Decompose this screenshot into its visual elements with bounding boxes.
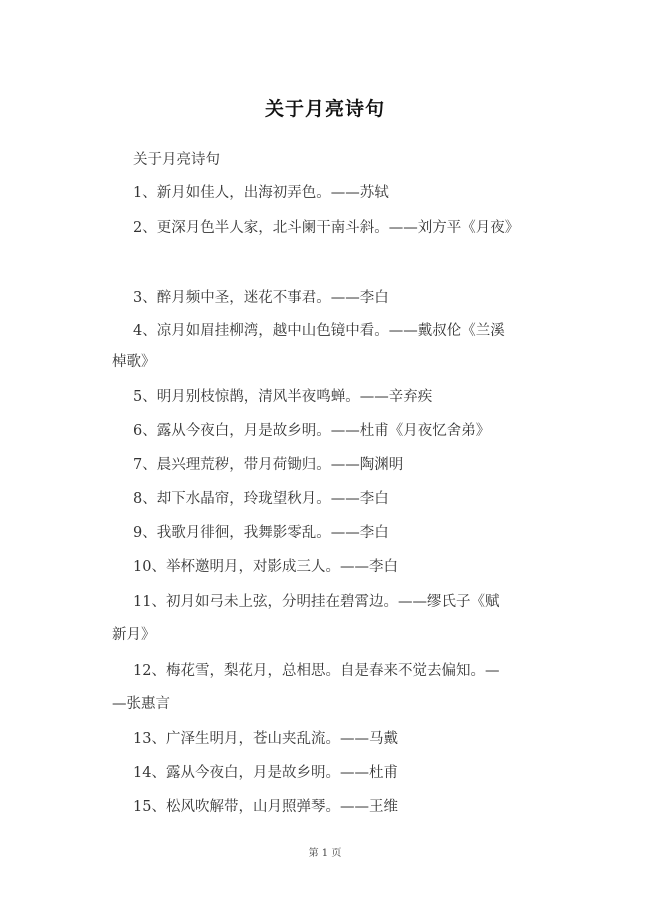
poem-line-3: 3、醉月频中圣，迷花不事君。——李白 [133,290,389,306]
poem-line-14: 14、露从今夜白，月是故乡明。——杜甫 [133,765,398,781]
poem-line-2: 2、更深月色半人家，北斗阑干南斗斜。——刘方平《月夜》 [133,220,520,236]
document-subtitle: 关于月亮诗句 [133,152,220,168]
poem-line-11: 11、初月如弓未上弦，分明挂在碧霄边。——缪氏子《赋 [133,594,500,610]
poem-line-15: 15、松风吹解带，山月照弹琴。——王维 [133,799,398,815]
document-title: 关于月亮诗句 [264,98,385,120]
poem-line-9: 9、我歌月徘徊，我舞影零乱。——李白 [133,525,389,541]
poem-line-5: 5、明月别枝惊鹊，清风半夜鸣蝉。——辛弃疾 [133,389,433,405]
page-number: 第 1 页 [308,848,342,859]
poem-line-12: 12、梅花雪，梨花月，总相思。自是春来不觉去偏知。— [133,663,500,679]
poem-line-11-continued: 新月》 [112,627,156,643]
poem-line-4: 4、凉月如眉挂柳湾，越中山色镜中看。——戴叔伦《兰溪 [133,323,505,339]
poem-line-8: 8、却下水晶帘，玲珑望秋月。——李白 [133,491,389,507]
poem-line-13: 13、广泽生明月，苍山夹乱流。——马戴 [133,731,398,747]
poem-line-4-continued: 棹歌》 [112,354,156,370]
poem-line-10: 10、举杯邀明月，对影成三人。——李白 [133,559,398,575]
poem-line-7: 7、晨兴理荒秽，带月荷锄归。——陶渊明 [133,457,404,473]
poem-line-12-continued: —张惠言 [112,696,170,712]
poem-line-1: 1、新月如佳人，出海初弄色。——苏轼 [133,185,389,201]
poem-line-6: 6、露从今夜白，月是故乡明。——杜甫《月夜忆舍弟》 [133,423,491,439]
